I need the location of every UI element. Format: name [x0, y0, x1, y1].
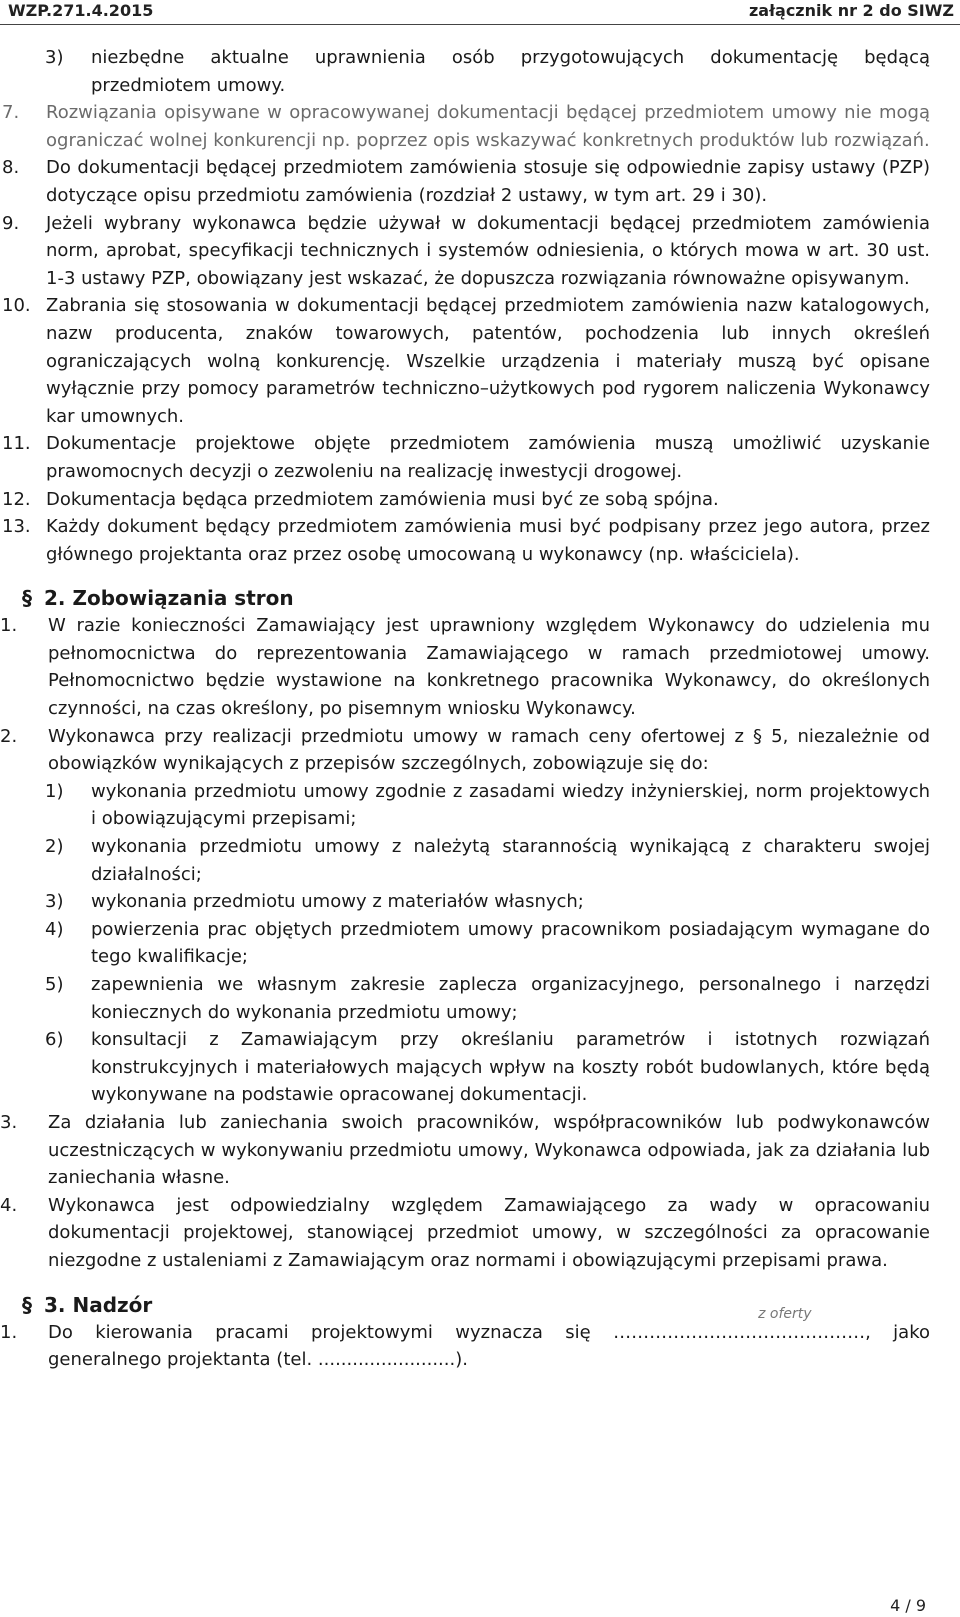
list-item	[2, 99, 930, 154]
list-item	[0, 723, 930, 778]
fill-in-dots: ……………………………………	[613, 1321, 866, 1343]
header-rule	[0, 24, 960, 25]
section-heading	[22, 582, 960, 612]
sub-list-item-text: wykonania przedmiotu umowy z należytą starannością wynikającą z charakteru swojej działalności;	[91, 836, 930, 885]
list-item-number: 8.	[2, 157, 20, 179]
list-item-text: Wykonawca jest odpowiedzialny względem Zamawiającego za wady w opracowaniu dokumentacji projektowej, stanowiącej przedmiot umowy, w szczególności za opracowanie niezgodne z ustaleniami z Zamawiającym oraz normami i obowiązującymi przepisami prawa.	[48, 1194, 930, 1271]
list-item-text: Do dokumentacji będącej przedmiotem zamówienia stosuje się odpowiednie zapisy ustawy (PZP) dotyczące opisu przedmiotu zamówienia (rozdział 2 ustawy, w tym art. 29 i 30).	[46, 157, 930, 206]
attachment-label: załącznik nr 2 do SIWZ	[748, 1, 954, 20]
sub-list-item	[45, 1026, 930, 1109]
list-item	[2, 430, 930, 485]
list-item-number: 1.	[0, 1321, 18, 1343]
list-item-text: Jeżeli wybrany wykonawca będzie używał w dokumentacji będącej przedmiotem zamówienia norm, aprobat, specyfikacji technicznych i systemów odniesienia, o których mowa w art. 30 ust. 1-3 ustawy PZP, obowiązany jest wskazać, że dopuszcza rozwiązania równoważne opisywanym.	[46, 212, 930, 289]
list-item-number: 11.	[2, 433, 31, 455]
list-item-text: W razie konieczności Zamawiający jest uprawniony względem Wykonawcy do udzielenia mu pełnomocnictwa do reprezentowania Zamawiającego w ramach przedmiotowej umowy. Pełnomocnictwo będzie wystawione na konkretnego pracownika Wykonawcy, do określonych czynności, na czas określony, po pisemnym wniosku Wykonawcy.	[48, 615, 930, 720]
list-item-number: 2.	[0, 725, 18, 747]
list-item-text: Za działania lub zaniechania swoich pracowników, współpracowników lub podwykonawców uczestniczących w wykonywaniu przedmiotu umowy, Wykonawca odpowiada, jak za działania lub zaniechania własne.	[48, 1111, 930, 1189]
list-item-text: Wykonawca przy realizacji przedmiotu umowy w ramach ceny ofertowej z § 5, niezależnie od obowiązków wynikających z przepisów szczególnych, zobowiązuje się do:	[48, 725, 930, 775]
list-item-number: 4.	[0, 1194, 18, 1216]
sub-list-item-number: 2)	[45, 836, 64, 858]
page-number: 4 / 9	[890, 1596, 926, 1615]
document-reference: WZP.271.4.2015	[8, 1, 154, 20]
section-heading	[22, 1289, 960, 1319]
list-item-number: 7.	[2, 102, 20, 124]
fill-in-blank	[613, 1305, 866, 1347]
list-item	[2, 513, 930, 568]
sub-list-item-number: 6)	[45, 1029, 64, 1051]
list-item	[0, 1192, 930, 1275]
list-item	[2, 154, 930, 209]
sub-list-item-text: konsultacji z Zamawiającym przy określaniu parametrów i istotnych rozwiązań konstrukcyjnych i materiałowych mających wpływ na koszty robót budowlanych, które będą wykonywane na podstawie opracowanej dokumentacji.	[91, 1029, 930, 1106]
sub-list-item-text: wykonania przedmiotu umowy z materiałów własnych;	[91, 891, 584, 913]
list-item	[2, 486, 930, 514]
list-item-text: Zabrania się stosowania w dokumentacji będącej przedmiotem zamówienia nazw katalogowych, nazw producenta, znaków towarowych, patentów, pochodzenia lub innych określeń ograniczających wolną konkurencję. Wszelkie urządzenia i materiały muszą być opisane wyłącznie przy pomocy parametrów techniczno–użytkowych pod rygorem naliczenia Wykonawcy kar umownych.	[46, 295, 930, 427]
section-title: 2. Zobowiązania stron	[44, 586, 294, 611]
list-item-text	[48, 1305, 930, 1374]
sub-list-item-number: 1)	[45, 780, 64, 802]
sub-list-item	[45, 833, 930, 888]
list-item-text: Dokumentacje projektowe objęte przedmiotem zamówienia muszą umożliwić uzyskanie prawomocnych decyzji o zezwoleniu na realizację inwestycji drogowej.	[46, 433, 930, 482]
list-item	[0, 1109, 930, 1192]
list-item-number: 3)	[45, 47, 64, 68]
page-header	[0, 0, 960, 30]
document-body	[0, 44, 960, 1374]
list-item-text: Każdy dokument będący przedmiotem zamówienia musi być podpisany przez jego autora, przez głównego projektanta oraz przez osobę umocowaną u wykonawcy (np. właściciela).	[46, 516, 930, 565]
sub-list-item-number: 5)	[45, 974, 64, 995]
list-item-number: 9.	[2, 212, 20, 234]
section-sign: §	[22, 1292, 32, 1317]
list-item-text: Dokumentacja będąca przedmiotem zamówienia musi być ze sobą spójna.	[46, 488, 719, 510]
list-item-text-start: Do kierowania pracami projektowymi wyznacza się	[48, 1321, 614, 1343]
list-item-number: 13.	[2, 516, 31, 538]
sub-list-item-number: 4)	[45, 918, 64, 940]
sub-list-item-text: zapewnienia we własnym zakresie zaplecza organizacyjnego, personalnego i narzędzi koniecznych do wykonania przedmiotu umowy;	[91, 974, 930, 1023]
list-item	[0, 612, 930, 722]
list-item-text: niezbędne aktualne uprawnienia osób przygotowujących dokumentację będącą przedmiotem umowy.	[91, 47, 930, 96]
list-item-number: 1.	[0, 615, 18, 637]
sub-list-item	[45, 888, 930, 916]
sub-list-item	[45, 778, 930, 833]
sub-list-item-text: powierzenia prac objętych przedmiotem umowy pracownikom posiadającym wymagane do tego kwalifikacje;	[91, 918, 930, 968]
sub-list-item-text: wykonania przedmiotu umowy zgodnie z zasadami wiedzy inżynierskiej, norm projektowych i obowiązującymi przepisami;	[91, 780, 930, 830]
list-item	[0, 1305, 930, 1374]
section-title: 3. Nadzór	[44, 1292, 153, 1317]
fill-in-hint: z oferty	[758, 1305, 812, 1322]
list-item-number: 3.	[0, 1111, 18, 1133]
list-item-text-end: , jako generalnego projektanta (tel. ........................).	[48, 1321, 930, 1371]
list-item	[2, 210, 930, 293]
list-item-number: 12.	[2, 488, 31, 510]
list-item	[45, 44, 930, 99]
sub-list-item	[45, 916, 930, 971]
sub-list-item-number: 3)	[45, 891, 64, 913]
section-sign: §	[22, 586, 32, 611]
list-item-number: 10.	[2, 295, 31, 317]
list-item-text: Rozwiązania opisywane w opracowywanej dokumentacji będącej przedmiotem umowy nie mogą ograniczać wolnej konkurencji np. poprzez opis wskazywać konkretnych produktów lub rozwiązań.	[46, 102, 930, 151]
list-item	[2, 292, 930, 430]
sub-list-item	[45, 971, 930, 1026]
